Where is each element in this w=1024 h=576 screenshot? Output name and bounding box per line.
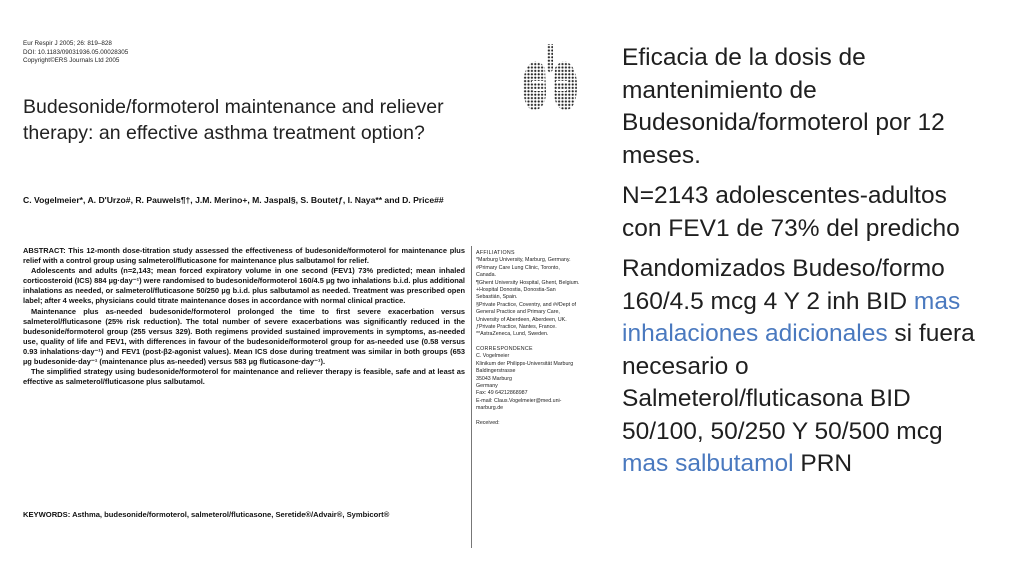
abstract-paragraph: The simplified strategy using budesonide/formoterol for maintenance and reliever therapy is feasible, safe and at least as effective as salmeterol/fluticasone plus salbutamol.	[23, 367, 465, 387]
affiliation-item: ƒPrivate Practice, Nantes, France.	[476, 324, 557, 331]
correspondence-line: Germany	[476, 382, 498, 389]
affiliations-heading: AFFILIATIONS	[476, 250, 515, 256]
affiliation-item: *Marburg University, Marburg, Germany.	[476, 257, 571, 264]
correspondence-line: 35043 Marburg	[476, 375, 512, 382]
received-label: Received:	[476, 419, 500, 426]
slide-bullet-population: N=2143 adolescentes-adultos con FEV1 de 73% del predicho	[622, 182, 960, 242]
slide-bullet-randomization	[622, 253, 982, 481]
randomization-text: PRN	[793, 450, 853, 477]
paper-authors: C. Vogelmeier*, A. D'Urzo#, R. Pauwels¶†, J.M. Merino+, M. Jaspal§, S. Boutetƒ, I. Naya** and D. Price##	[23, 195, 444, 205]
citation-block	[23, 40, 128, 66]
affiliation-item: #Primary Care Lung Clinic, Toronto, Canada.	[476, 264, 560, 279]
affiliation-item: ¶Ghent University Hospital, Ghent, Belgium.	[476, 279, 580, 286]
citation-line: Eur Respir J 2005; 26: 819–828	[23, 40, 112, 47]
correspondence-line: E-mail: Claus.Vogelmeier@med.uni-marburg.de	[476, 397, 562, 412]
abstract-paragraph: ABSTRACT: This 12-month dose-titration study assessed the effectiveness of budesonide/formoterol for maintenance plus relief with a control group using salmeterol/fluticasone for maintenance plus salbutamol for relief.	[23, 246, 465, 266]
paper-title: Budesonide/formoterol maintenance and reliever therapy: an effective asthma treatment option?	[23, 96, 444, 144]
paper-keywords: KEYWORDS: Asthma, budesonide/formoterol, salmeterol/fluticasone, Seretide®/Advair®, Symbicort®	[23, 510, 390, 519]
highlight-salbutamol: mas salbutamol	[622, 450, 794, 477]
affiliation-item: §Private Practice, Coventry, and ##Dept of General Practice and Primary Care, University of Aberdeen, Aberdeen, UK.	[476, 301, 577, 323]
slide-bullets	[622, 42, 982, 489]
randomization-text: Randomizados Budeso/formo 160/4.5 mcg 4 Y 2 inh BID	[622, 255, 945, 315]
correspondence-line: Klinikum der Philipps-Universität Marburg	[476, 360, 574, 367]
correspondence-line: Baldingerstrasse	[476, 368, 516, 375]
affiliation-item: **AstraZeneca, Lund, Sweden.	[476, 331, 549, 338]
correspondence-line: Fax: 49 64212868987	[476, 390, 528, 397]
citation-line: DOI: 10.1183/09031936.05.00028305	[23, 48, 129, 56]
affiliation-item: +Hospital Donostia, Donostia-San Sebastián, Spain.	[476, 287, 556, 301]
abstract-paragraph: Adolescents and adults (n=2,143; mean forced expiratory volume in one second (FEV1) 73% predicted; mean inhaled corticosteroid (ICS) 884 µg·day⁻¹) were randomised to budesonide/formoterol 160/4.5 µg two inhalations b.i.d. plus additional inhalations as needed, or salmeterol/fluticasone 50/250 µg b.i.d. plus salbutamol as needed. Treatment was prescribed open label; after 4 weeks, physicians could titrate maintenance doses in accordance with normal clinical practice.	[23, 266, 465, 306]
column-divider	[471, 246, 472, 548]
randomization-text: si fuera necesario o Salmeterol/fluticasona BID 50/100, 50/250 Y 50/500 mcg	[622, 320, 975, 445]
journal-page	[18, 22, 586, 558]
abstract	[23, 246, 465, 387]
highlight-additional-inhalations: mas inhalaciones adicionales	[622, 287, 961, 347]
correspondence-heading: CORRESPONDENCE	[476, 345, 533, 352]
lungs-logo-icon	[520, 42, 580, 114]
slide-bullet-efficacy: Eficacia de la dosis de mantenimiento de Budesonida/formoterol por 12 meses.	[622, 44, 945, 169]
abstract-paragraph: Maintenance plus as-needed budesonide/formoterol prolonged the time to first severe exacerbation versus salmeterol/fluticasone (25% risk reduction). The total number of severe exacerbations was significantly reduced in the budesonide/formoterol group (255 versus 329). Both regimens provided sustained improvements in symptoms, as-needed use, quality of life and FEV1, with differences in favour of the budesonide/formoterol group for as-needed use (0.58 versus 0.93 inhalations·day⁻¹) and FEV1 (post-β2-agonist values). Mean ICS dose during treatment was similar in both groups (653 µg budesonide·day⁻¹ (maintenance plus as-needed) versus 583 µg fluticasone·day⁻¹).	[23, 306, 465, 367]
affiliations-column	[476, 250, 580, 427]
citation-line: Copyright©ERS Journals Ltd 2005	[23, 57, 120, 65]
correspondence-line: C. Vogelmeier	[476, 353, 510, 360]
